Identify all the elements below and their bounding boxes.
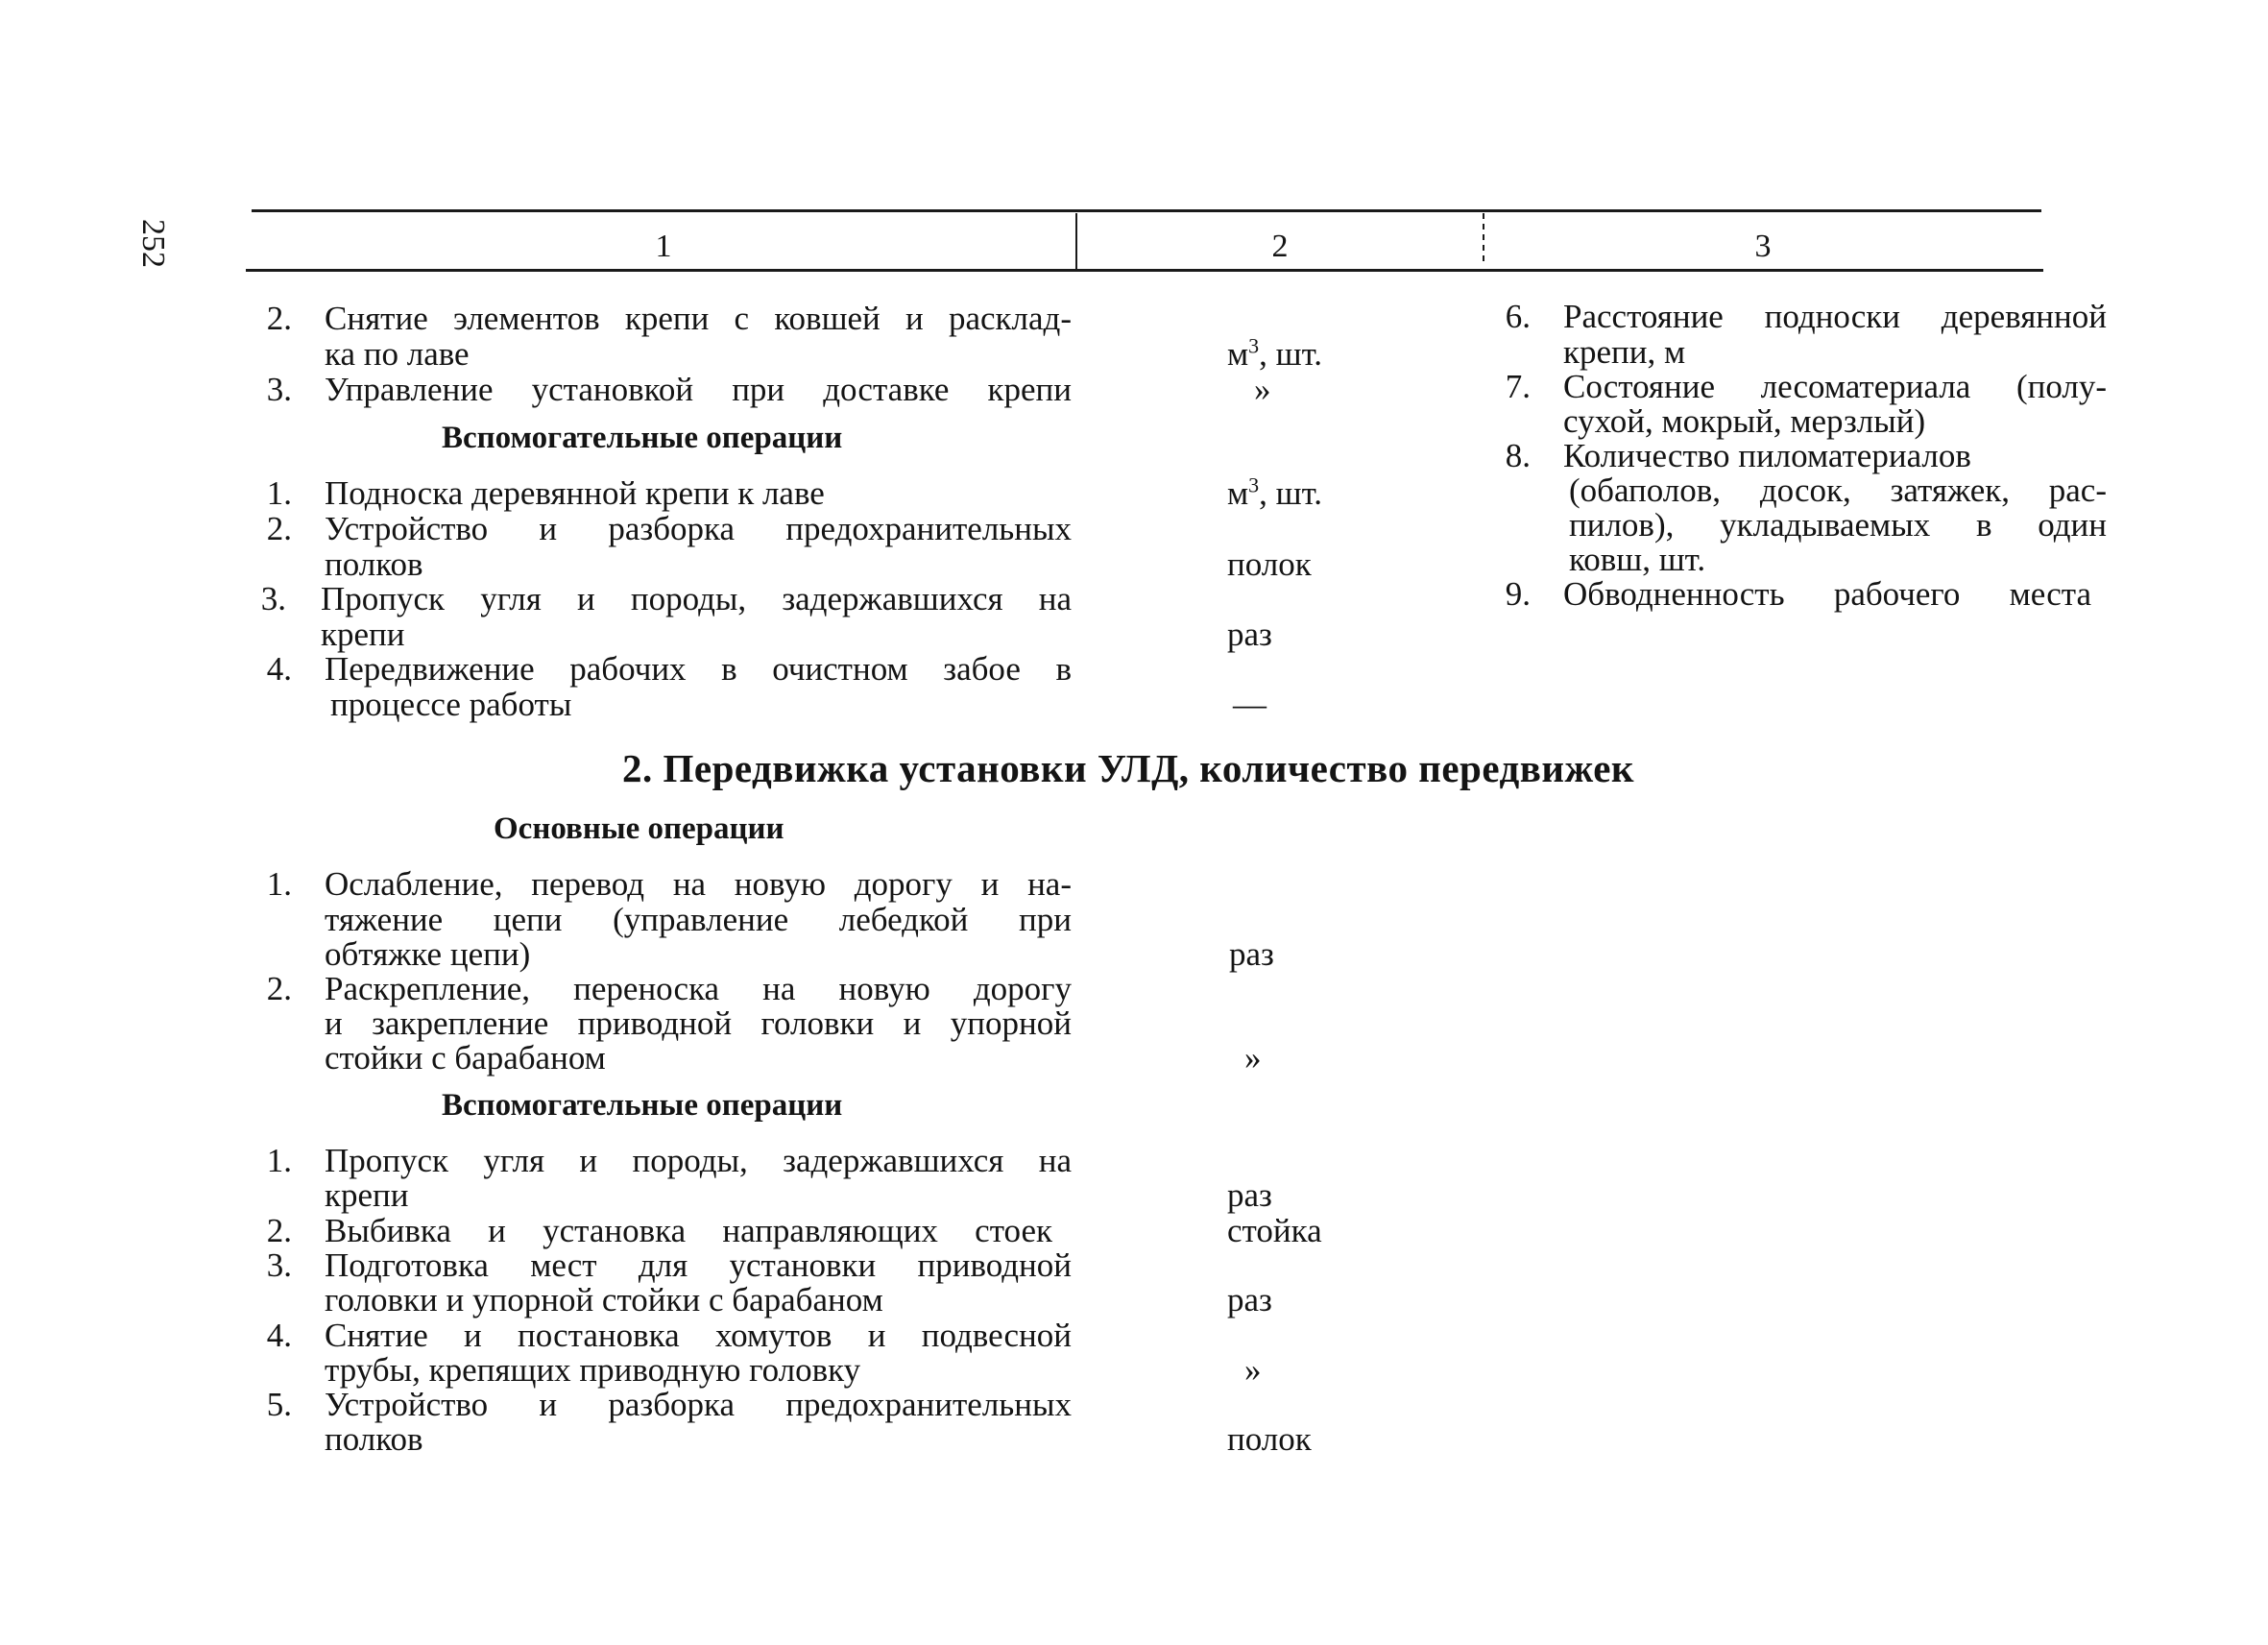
item-unit: »	[1244, 1351, 1262, 1389]
item-number: 2.	[266, 970, 292, 1007]
item-text: Передвижение рабочих в очистном забое в	[325, 650, 1072, 688]
item-unit: раз	[1227, 1281, 1272, 1318]
unit-superscript: 3	[1248, 333, 1260, 358]
factor-text: Расстояние подноски деревянной	[1563, 298, 2107, 335]
item-number: 3.	[266, 371, 292, 408]
item-unit: раз	[1227, 1176, 1272, 1214]
item-text: Подготовка мест для установки приводной	[325, 1246, 1072, 1284]
item-unit	[1227, 333, 1323, 373]
aux-heading: Вспомогательные операции	[442, 1088, 843, 1123]
item-text: Раскрепление, переноска на новую дорогу	[325, 970, 1072, 1007]
item-text-cont: ка по лаве	[325, 335, 470, 373]
header-bottom-rule	[246, 269, 2043, 272]
factor-text-cont: ковш, шт.	[1569, 541, 1706, 578]
item-unit	[1227, 472, 1323, 512]
unit-base: м	[1227, 335, 1249, 373]
item-number: 1.	[266, 865, 292, 903]
item-text-cont: процессе работы	[330, 686, 572, 723]
factor-text-cont: сухой, мокрый, мерзлый)	[1563, 402, 1926, 440]
item-text-cont: полков	[325, 1420, 423, 1458]
item-number: 5.	[266, 1386, 292, 1423]
item-text: Устройство и разборка предохранительных	[325, 1386, 1072, 1423]
item-text-cont: и закрепление приводной головки и упорной	[325, 1004, 1072, 1042]
item-number: 2.	[266, 510, 292, 547]
unit-rest: , шт.	[1259, 335, 1323, 373]
item-unit: полок	[1227, 1420, 1312, 1458]
item-number: 3.	[266, 1246, 292, 1284]
item-unit: раз	[1229, 935, 1274, 973]
item-text-cont: обтяжке цепи)	[325, 935, 531, 973]
factor-number: 6.	[1505, 298, 1531, 335]
item-text-cont: головки и упорной стойки с барабаном	[325, 1281, 883, 1318]
item-number: 1.	[266, 1142, 292, 1179]
unit-rest: , шт.	[1259, 474, 1323, 512]
item-text-cont: крепи	[325, 1176, 409, 1214]
item-number: 3.	[260, 580, 286, 617]
factor-text: Количество пиломатериалов	[1563, 437, 1971, 474]
unit-superscript: 3	[1248, 472, 1260, 497]
item-text: Подноска деревянной крепи к лаве	[325, 474, 825, 512]
item-text: Пропуск угля и породы, задержавшихся на	[325, 1142, 1072, 1179]
factor-text-cont: крепи, м	[1563, 333, 1686, 371]
item-number: 2.	[266, 1212, 292, 1249]
item-unit: полок	[1227, 545, 1312, 583]
item-unit: раз	[1227, 616, 1272, 653]
section-title: 2. Передвижка установки УЛД, количество передвижек	[622, 746, 1635, 790]
page-number: 252	[135, 219, 171, 268]
column-header-2: 2	[1271, 229, 1289, 264]
item-text: Ослабление, перевод на новую дорогу и на-	[325, 865, 1072, 903]
item-unit: —	[1233, 686, 1267, 723]
unit-base: м	[1227, 474, 1249, 512]
item-text-cont: тяжение цепи (управление лебедкой при	[325, 901, 1072, 938]
item-number: 4.	[266, 1317, 292, 1354]
item-unit: »	[1254, 371, 1271, 408]
item-text-cont: трубы, крепящих приводную головку	[325, 1351, 861, 1389]
item-text: Выбивка и установка направляющих стоек	[325, 1212, 1052, 1249]
factor-text-cont: (обаполов, досок, затяжек, рас-	[1569, 472, 2107, 509]
header-top-rule	[252, 209, 2041, 212]
item-text-cont: стойки с барабаном	[325, 1039, 606, 1077]
factor-text-cont: пилов), укладываемых в один	[1569, 506, 2107, 544]
factor-number: 9.	[1505, 575, 1531, 613]
factor-text: Обводненность рабочего места	[1563, 575, 2091, 613]
item-text: Снятие элементов крепи с ковшей и расклад-	[325, 300, 1072, 337]
item-text: Пропуск угля и породы, задержавшихся на	[321, 580, 1072, 617]
main-heading: Основные операции	[494, 811, 784, 846]
factor-number: 7.	[1505, 368, 1531, 405]
item-text-cont: крепи	[321, 616, 405, 653]
item-number: 1.	[266, 474, 292, 512]
column-header-1: 1	[655, 229, 672, 264]
item-text: Управление установкой при доставке крепи	[325, 371, 1072, 408]
aux-heading: Вспомогательные операции	[442, 421, 843, 455]
item-unit: стойка	[1227, 1212, 1322, 1249]
item-number: 2.	[266, 300, 292, 337]
item-number: 4.	[266, 650, 292, 688]
item-text: Снятие и постановка хомутов и подвесной	[325, 1317, 1072, 1354]
item-text-cont: полков	[325, 545, 423, 583]
column-header-3: 3	[1754, 229, 1772, 264]
factor-number: 8.	[1505, 437, 1531, 474]
item-text: Устройство и разборка предохранительных	[325, 510, 1072, 547]
item-unit: »	[1244, 1039, 1262, 1077]
factor-text: Состояние лесоматериала (полу-	[1563, 368, 2107, 405]
